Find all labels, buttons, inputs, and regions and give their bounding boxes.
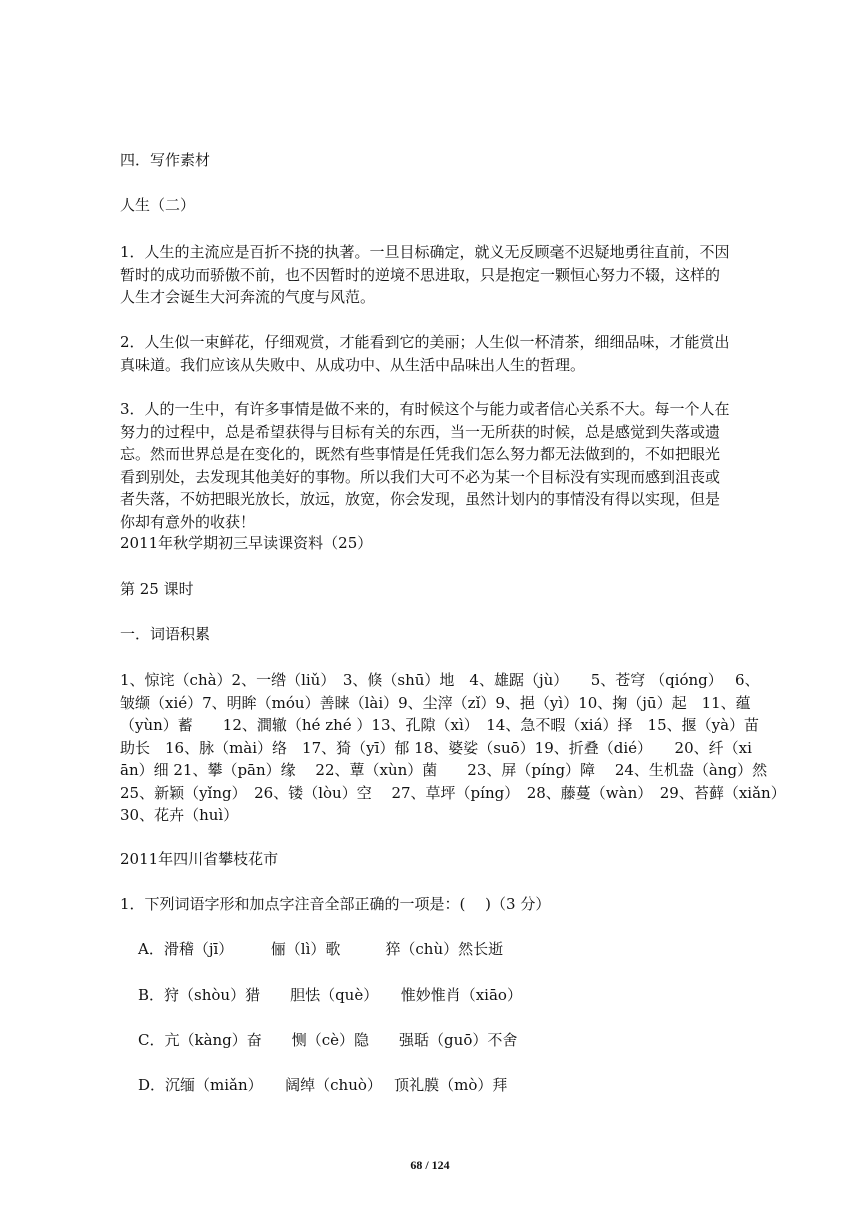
paragraph-line: 努力的过程中，总是希望获得与目标有关的东西，当一无所获的时候，总是感觉到失落或遗 [120, 422, 721, 441]
vocab-line: 皱缬（xié）7、明眸（móu）善睐（lài）9、尘滓（zǐ）9、挹（yì）10、掬（jū）起 11、蕴 [120, 693, 751, 712]
option-b: B．狩（shòu）猎 胆怯（què） 惟妙惟肖（xiāo） [138, 986, 522, 1004]
paragraph-3 [120, 398, 740, 533]
vocabulary-list [120, 669, 786, 827]
paragraph-2 [120, 331, 740, 376]
option-c: C．亢（kàng）奋 恻（cè）隐 强聒（guō）不舍 [138, 1031, 518, 1049]
section-heading-writing-material: 四．写作素材 [120, 151, 211, 169]
paragraph-line: 看到别处，去发现其他美好的事物。所以我们大可不必为某一个目标没有实现而感到沮丧或 [120, 467, 721, 486]
section-heading-vocabulary: 一．词语积累 [120, 625, 211, 643]
life-title: 人生（二） [120, 196, 196, 214]
material-title: 2011年秋学期初三早读课资料（25） [120, 534, 373, 552]
option-d: D．沉缅（miǎn） 阔绰（chuò） 顶礼膜（mò）拜 [138, 1076, 508, 1094]
paragraph-line: 1．人生的主流应是百折不挠的执著。一旦目标确定，就义无反顾毫不迟疑地勇往直前，不因 [120, 243, 730, 261]
paragraph-line: 忘。然而世界总是在变化的，既然有些事情是任凭我们怎么努力都无法做到的，不如把眼光 [120, 445, 721, 463]
lesson-label: 第 25 课时 [120, 580, 194, 598]
paragraph-line: 暂时的成功而骄傲不前，也不因暂时的逆境不思进取，只是抱定一颗恒心努力不辍，这样的 [120, 265, 721, 284]
vocab-line: （yùn）蓄 12、澗辙（hé zhé ）13、孔隙（xì） 14、急不暇（xiá）择 15、揠（yà）苗 [120, 716, 760, 734]
paragraph-line: 你却有意外的收获！ [120, 512, 256, 531]
exam-source: 2011年四川省攀枝花市 [120, 850, 279, 868]
paragraph-line: 人生才会诞生大河奔流的气度与风范。 [120, 288, 376, 306]
vocab-line: 25、新颖（yǐng） 26、镂（lòu）空 27、草坪（píng） 28、藤蔓（wàn） 29、苔藓（xiǎn） [120, 783, 786, 802]
paragraph-line: 真味道。我们应该从失败中、从成功中、从生活中品味出人生的哲理。 [120, 355, 586, 374]
page-number: 68 / 124 [410, 1158, 450, 1172]
question-text: 1．下列词语字形和加点字注音全部正确的一项是：( )（3 分） [120, 895, 551, 913]
paragraph-line: 2．人生似一束鲜花，仔细观赏，才能看到它的美丽；人生似一杯清茶，细细品味，才能赏出 [120, 333, 730, 351]
vocab-line: 助长 16、脉（mài）络 17、猗（yī）郁 18、婆娑（suō）19、折叠（dié） 20、纤（xi [120, 738, 752, 757]
paragraph-1 [120, 241, 740, 309]
vocab-line: ān）细 21、攀（pān）缘 22、蕈（xùn）菌 23、屏（píng）障 24、生机盎（àng）然 [120, 761, 768, 779]
vocab-line: 1、惊诧（chà）2、一绺（liǔ） 3、倏（shū）地 4、雄踞（jù） 5、苍穹 （qióng） 6、 [120, 671, 760, 689]
paragraph-line: 3．人的一生中，有许多事情是做不来的，有时候这个与能力或者信心关系不大。每一个人在 [120, 400, 730, 418]
option-a: A．滑稽（jī） 俪（lì）歌 猝（chù）然长逝 [138, 940, 504, 958]
paragraph-line: 者失落，不妨把眼光放长，放远，放宽，你会发现，虽然计划内的事情没有得以实现，但是 [120, 490, 721, 508]
vocab-line: 30、花卉（huì） [120, 806, 239, 824]
